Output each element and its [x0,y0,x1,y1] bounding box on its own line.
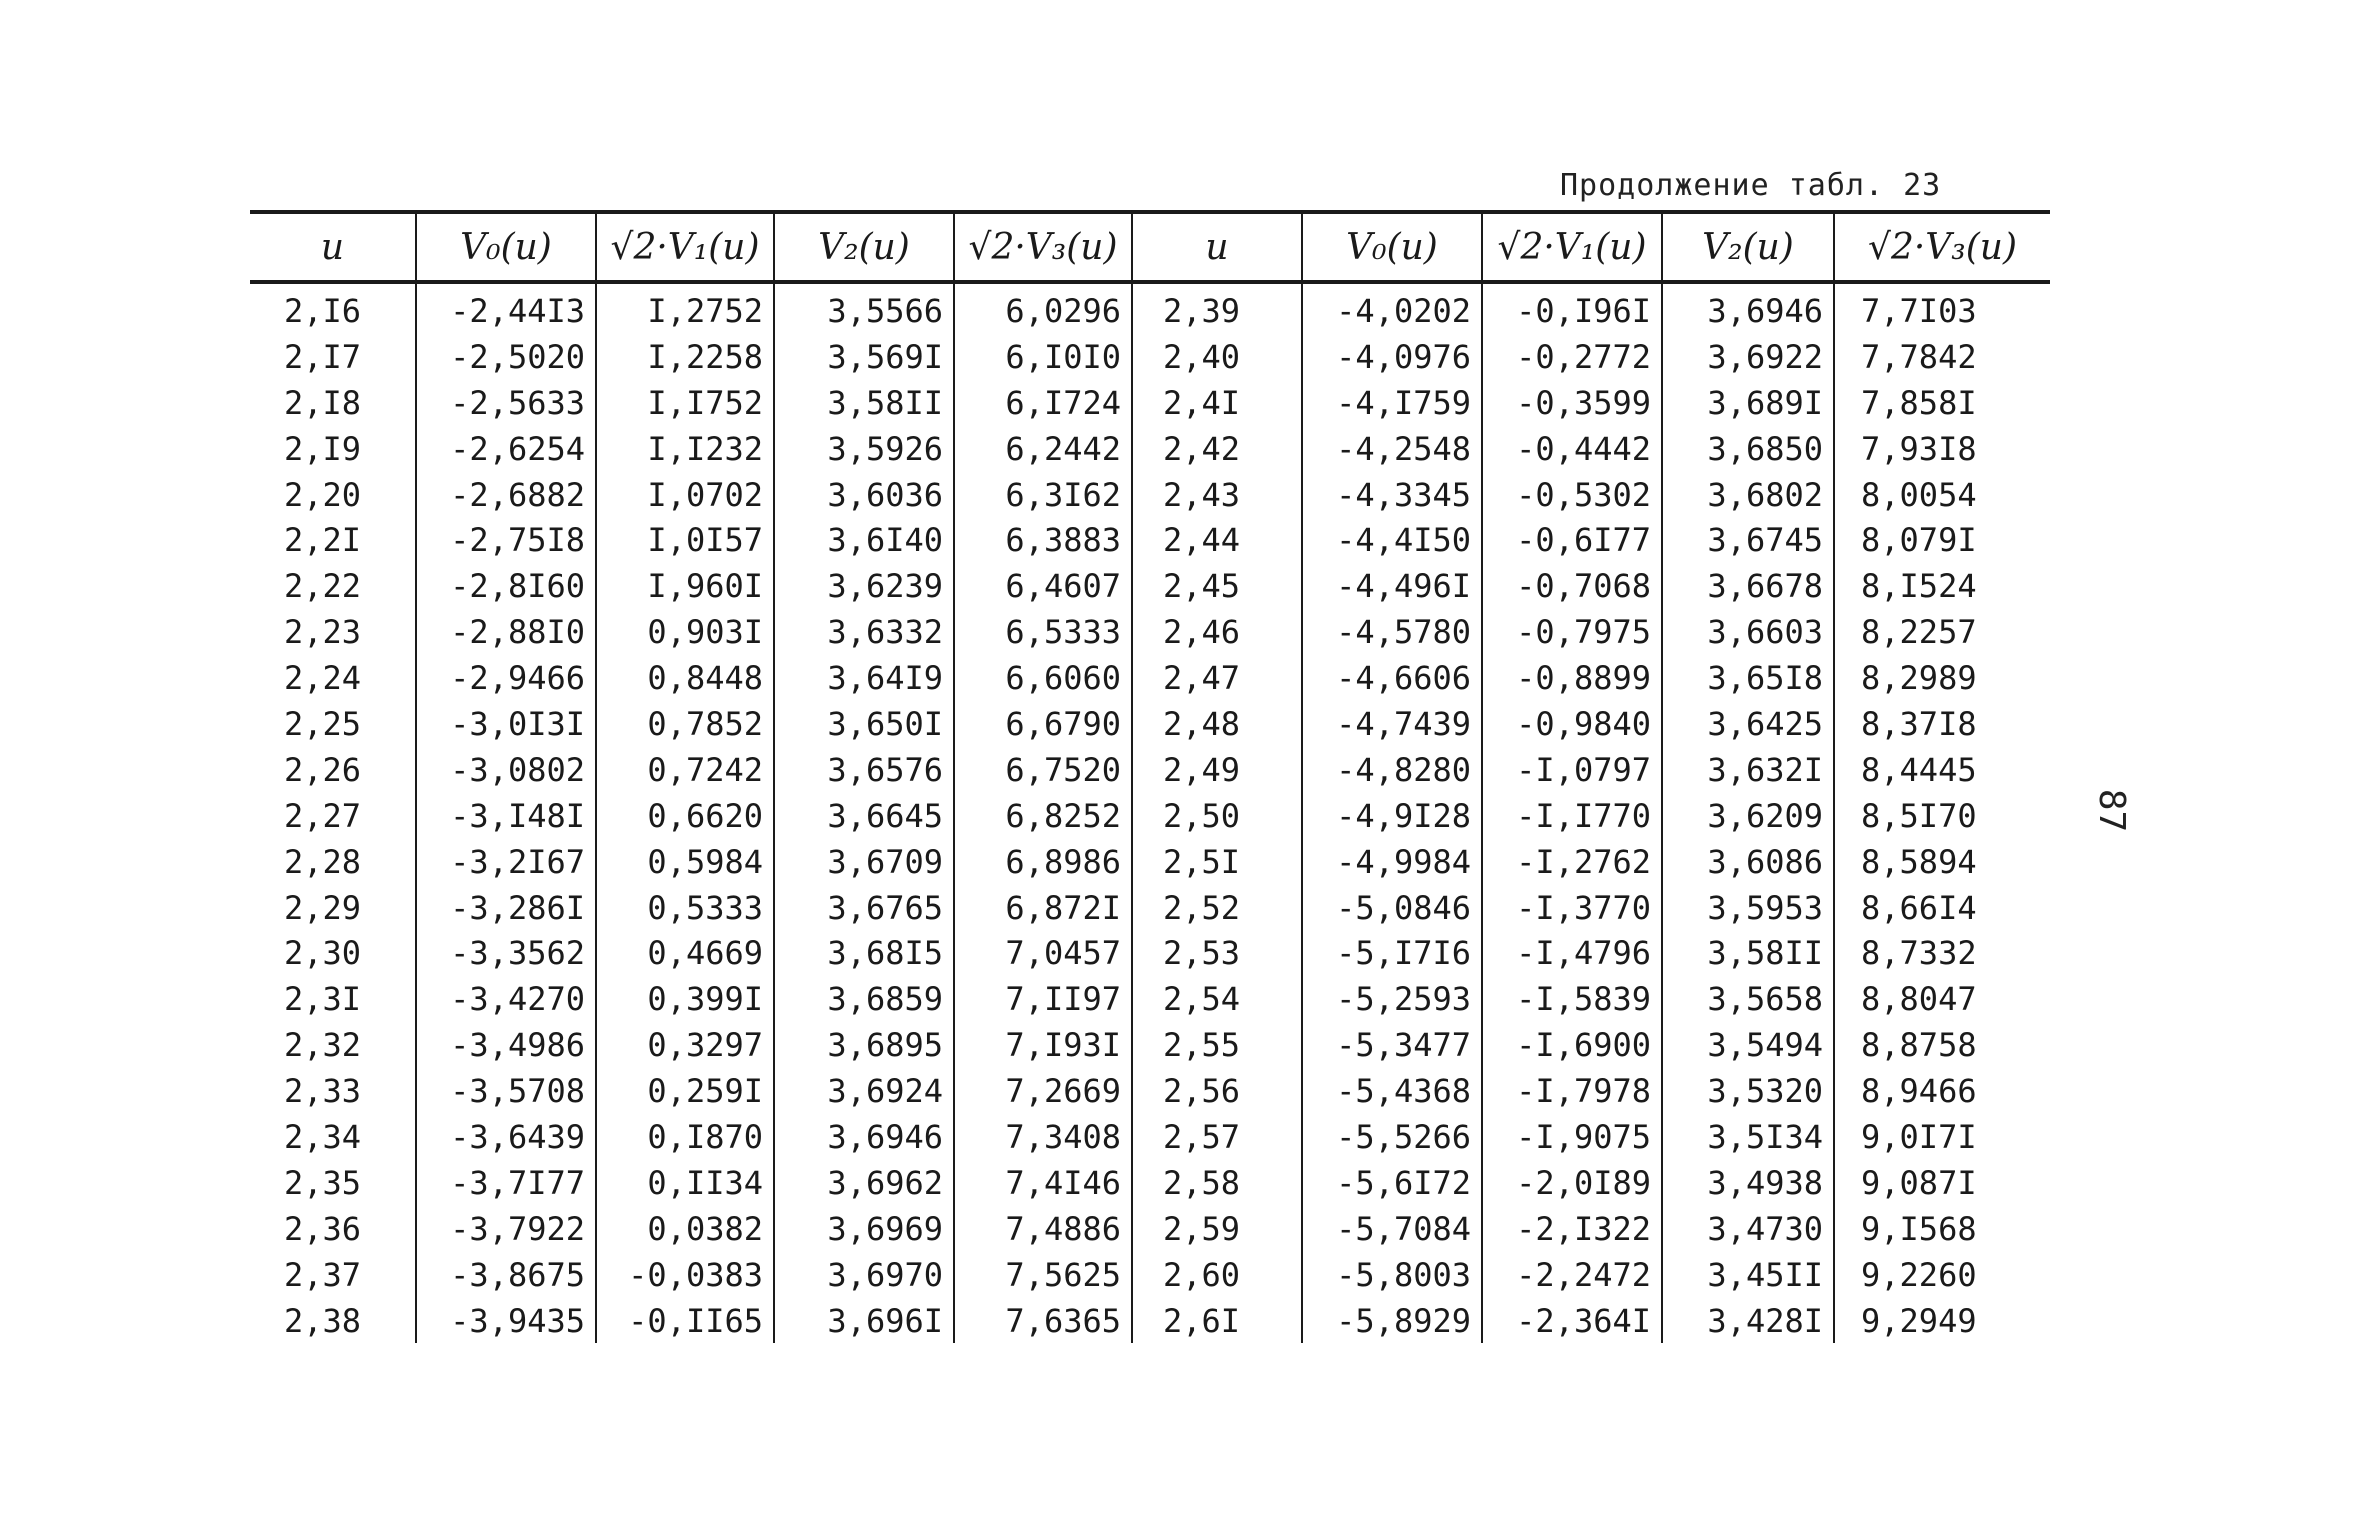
table-row [250,1022,2050,1068]
cell-v1-left: I,0I57 [596,517,774,563]
cell-u-right: 2,39 [1132,282,1302,334]
cell-v1-left: -0,0383 [596,1252,774,1298]
cell-v1-left: 0,I870 [596,1114,774,1160]
cell-v3-right: 7,7842 [1861,337,1977,376]
header-v3-right: √2·V₃(u) [1868,226,2017,268]
cell-v0-right: -4,I759 [1302,380,1482,426]
cell-u-left: 2,30 [250,930,416,976]
cell-v1-right: -I,2762 [1482,839,1662,885]
table-row [250,1068,2050,1114]
cell-u-right: 2,59 [1132,1206,1302,1252]
table-row [250,976,2050,1022]
cell-u-right: 2,4I [1132,380,1302,426]
cell-v3-left: 6,2442 [954,426,1132,472]
cell-v3-right: 8,I524 [1861,567,1977,606]
cell-u-right: 2,47 [1132,655,1302,701]
cell-v2-right: 3,4730 [1662,1206,1834,1252]
table-row [250,1206,2050,1252]
cell-v3-left: 7,4886 [954,1206,1132,1252]
cell-u-left: 2,I7 [250,334,416,380]
cell-v1-right: -I,5839 [1482,976,1662,1022]
cell-v2-left: 3,6946 [774,1114,954,1160]
cell-v0-left: -3,5708 [416,1068,596,1114]
cell-v1-right: -0,2772 [1482,334,1662,380]
cell-v2-left: 3,64I9 [774,655,954,701]
cell-u-left: 2,35 [250,1160,416,1206]
cell-u-left: 2,37 [250,1252,416,1298]
cell-v2-left: 3,650I [774,701,954,747]
cell-v3-left: 6,6060 [954,655,1132,701]
cell-v1-right: -I,6900 [1482,1022,1662,1068]
cell-v3-left: 6,8252 [954,793,1132,839]
cell-v3-left: 7,0457 [954,930,1132,976]
cell-v0-right: -4,2548 [1302,426,1482,472]
cell-v2-left: 3,6895 [774,1022,954,1068]
cell-v3-left: 7,4I46 [954,1160,1132,1206]
table-row [250,747,2050,793]
cell-v2-right: 3,632I [1662,747,1834,793]
cell-v0-left: -3,7I77 [416,1160,596,1206]
cell-v2-left: 3,6765 [774,885,954,931]
cell-v1-right: -I,9075 [1482,1114,1662,1160]
cell-v3-right: 8,0054 [1861,475,1977,514]
cell-v0-left: -3,4270 [416,976,596,1022]
cell-u-right: 2,46 [1132,609,1302,655]
cell-v3-right: 9,0I7I [1861,1117,1977,1156]
cell-u-left: 2,27 [250,793,416,839]
cell-v3-left: 6,I0I0 [954,334,1132,380]
cell-v1-left: I,960I [596,563,774,609]
cell-v0-right: -4,3345 [1302,472,1482,518]
cell-u-left: 2,28 [250,839,416,885]
cell-v2-left: 3,696I [774,1298,954,1344]
cell-v2-right: 3,5320 [1662,1068,1834,1114]
cell-v0-left: -3,3562 [416,930,596,976]
cell-v1-right: -2,0I89 [1482,1160,1662,1206]
cell-u-left: 2,29 [250,885,416,931]
header-v3-left: √2·V₃(u) [954,212,1132,282]
cell-v3-right: 8,37I8 [1861,704,1977,743]
cell-u-left: 2,26 [250,747,416,793]
cell-v3-right: 8,66I4 [1861,888,1977,927]
cell-v2-left: 3,6709 [774,839,954,885]
cell-v3-right: 9,2260 [1861,1255,1977,1294]
cell-v3-left: 6,4607 [954,563,1132,609]
cell-v2-left: 3,6645 [774,793,954,839]
cell-v1-left: 0,5984 [596,839,774,885]
cell-v0-left: -2,5633 [416,380,596,426]
cell-u-right: 2,60 [1132,1252,1302,1298]
cell-v2-right: 3,5494 [1662,1022,1834,1068]
cell-v0-left: -3,4986 [416,1022,596,1068]
cell-v1-right: -2,2472 [1482,1252,1662,1298]
cell-v0-right: -5,7084 [1302,1206,1482,1252]
header-v0-left: V₀(u) [416,212,596,282]
cell-u-right: 2,42 [1132,426,1302,472]
cell-u-left: 2,22 [250,563,416,609]
cell-v1-left: 0,II34 [596,1160,774,1206]
cell-v0-right: -4,496I [1302,563,1482,609]
cell-v3-right: 9,2949 [1861,1301,1977,1340]
table-row [250,426,2050,472]
cell-v1-right: -0,3599 [1482,380,1662,426]
cell-u-left: 2,36 [250,1206,416,1252]
cell-u-right: 2,43 [1132,472,1302,518]
header-v0-right: V₀(u) [1302,212,1482,282]
cell-v2-right: 3,6425 [1662,701,1834,747]
cell-v3-left: 6,3883 [954,517,1132,563]
table-row [250,472,2050,518]
cell-v1-left: 0,7852 [596,701,774,747]
cell-v1-right: -2,I322 [1482,1206,1662,1252]
cell-v0-left: -3,6439 [416,1114,596,1160]
table-row [250,839,2050,885]
cell-v2-left: 3,6I40 [774,517,954,563]
cell-v0-right: -4,5780 [1302,609,1482,655]
cell-v3-right: 9,I568 [1861,1209,1977,1248]
table-row [250,1114,2050,1160]
cell-v3-left: 6,5333 [954,609,1132,655]
cell-u-right: 2,49 [1132,747,1302,793]
cell-v0-left: -2,6254 [416,426,596,472]
cell-u-right: 2,44 [1132,517,1302,563]
cell-v1-right: -I,4796 [1482,930,1662,976]
cell-v1-right: -0,8899 [1482,655,1662,701]
cell-u-left: 2,24 [250,655,416,701]
cell-v0-right: -4,0202 [1302,282,1482,334]
cell-v0-right: -4,8280 [1302,747,1482,793]
cell-v0-left: -2,8I60 [416,563,596,609]
cell-v2-right: 3,65I8 [1662,655,1834,701]
cell-v0-left: -2,9466 [416,655,596,701]
cell-v3-right: 7,93I8 [1861,429,1977,468]
cell-v2-right: 3,6745 [1662,517,1834,563]
cell-u-left: 2,38 [250,1298,416,1344]
cell-v0-left: -3,7922 [416,1206,596,1252]
cell-v0-left: -3,2I67 [416,839,596,885]
header-row [250,212,2050,282]
cell-v1-right: -I,0797 [1482,747,1662,793]
cell-v0-left: -2,6882 [416,472,596,518]
cell-v2-left: 3,569I [774,334,954,380]
cell-v0-right: -5,6I72 [1302,1160,1482,1206]
cell-u-left: 2,I6 [250,282,416,334]
cell-v2-left: 3,6036 [774,472,954,518]
table-row [250,563,2050,609]
cell-v3-left: 7,5625 [954,1252,1132,1298]
cell-v0-left: -2,75I8 [416,517,596,563]
cell-v2-right: 3,689I [1662,380,1834,426]
table-row [250,334,2050,380]
cell-v3-left: 7,2669 [954,1068,1132,1114]
cell-v0-left: -3,9435 [416,1298,596,1344]
cell-u-left: 2,34 [250,1114,416,1160]
cell-v3-right: 8,2989 [1861,659,1977,698]
cell-v3-left: 6,I724 [954,380,1132,426]
cell-v2-right: 3,45II [1662,1252,1834,1298]
cell-v1-right: -2,364I [1482,1298,1662,1344]
cell-u-right: 2,40 [1132,334,1302,380]
cell-v2-right: 3,4938 [1662,1160,1834,1206]
cell-v1-left: 0,259I [596,1068,774,1114]
cell-v1-left: I,0702 [596,472,774,518]
cell-v0-left: -3,0802 [416,747,596,793]
cell-v0-right: -5,2593 [1302,976,1482,1022]
cell-v0-right: -5,0846 [1302,885,1482,931]
cell-u-left: 2,20 [250,472,416,518]
cell-u-right: 2,5I [1132,839,1302,885]
cell-u-right: 2,52 [1132,885,1302,931]
cell-u-right: 2,54 [1132,976,1302,1022]
cell-v3-left: 6,6790 [954,701,1132,747]
cell-v2-left: 3,6969 [774,1206,954,1252]
cell-v1-left: 0,8448 [596,655,774,701]
cell-u-right: 2,6I [1132,1298,1302,1344]
cell-v0-right: -4,9I28 [1302,793,1482,839]
table-row [250,701,2050,747]
cell-u-left: 2,32 [250,1022,416,1068]
cell-v1-left: 0,6620 [596,793,774,839]
cell-v0-right: -4,7439 [1302,701,1482,747]
cell-v1-left: 0,7242 [596,747,774,793]
cell-v1-left: 0,0382 [596,1206,774,1252]
cell-u-left: 2,2I [250,517,416,563]
cell-u-right: 2,56 [1132,1068,1302,1114]
header-v2-left: V₂(u) [774,212,954,282]
cell-v0-left: -2,5020 [416,334,596,380]
cell-v1-left: I,I232 [596,426,774,472]
table-row [250,1252,2050,1298]
cell-v3-left: 6,7520 [954,747,1132,793]
cell-v1-right: -0,I96I [1482,282,1662,334]
cell-v2-right: 3,6603 [1662,609,1834,655]
cell-v2-left: 3,6859 [774,976,954,1022]
cell-v1-left: 0,3297 [596,1022,774,1068]
cell-v0-left: -3,0I3I [416,701,596,747]
cell-v3-left: 7,I93I [954,1022,1132,1068]
table-row [250,609,2050,655]
cell-v2-left: 3,6924 [774,1068,954,1114]
cell-v3-right: 8,5894 [1861,842,1977,881]
cell-v0-right: -4,6606 [1302,655,1482,701]
cell-v3-left: 7,II97 [954,976,1132,1022]
cell-u-right: 2,45 [1132,563,1302,609]
cell-v1-right: -0,6I77 [1482,517,1662,563]
cell-v1-right: -I,3770 [1482,885,1662,931]
cell-v1-right: -0,7975 [1482,609,1662,655]
cell-v1-left: I,2752 [596,282,774,334]
cell-v0-right: -4,0976 [1302,334,1482,380]
cell-v2-right: 3,5953 [1662,885,1834,931]
cell-v1-left: 0,399I [596,976,774,1022]
cell-v3-left: 6,0296 [954,282,1132,334]
cell-v2-left: 3,6332 [774,609,954,655]
cell-v2-right: 3,6086 [1662,839,1834,885]
cell-v3-right: 9,087I [1861,1163,1977,1202]
table-row [250,1298,2050,1344]
cell-v2-right: 3,5I34 [1662,1114,1834,1160]
cell-v3-left: 6,872I [954,885,1132,931]
cell-v2-right: 3,6678 [1662,563,1834,609]
table-row [250,655,2050,701]
cell-v2-right: 3,428I [1662,1298,1834,1344]
cell-v1-right: -0,5302 [1482,472,1662,518]
cell-u-right: 2,57 [1132,1114,1302,1160]
cell-v3-right: 8,079I [1861,521,1977,560]
cell-v1-right: -0,4442 [1482,426,1662,472]
cell-v3-right: 8,2257 [1861,613,1977,652]
cell-v2-right: 3,6209 [1662,793,1834,839]
cell-v2-right: 3,6922 [1662,334,1834,380]
cell-u-left: 2,33 [250,1068,416,1114]
cell-v2-right: 3,58II [1662,930,1834,976]
cell-v1-right: -I,I770 [1482,793,1662,839]
table-body [250,282,2050,1343]
cell-v1-left: 0,5333 [596,885,774,931]
cell-v0-right: -5,8003 [1302,1252,1482,1298]
cell-v0-right: -5,I7I6 [1302,930,1482,976]
table-row [250,1160,2050,1206]
cell-v0-left: -3,286I [416,885,596,931]
cell-u-left: 2,I9 [250,426,416,472]
table-header [250,212,2050,282]
header-u-right: u [1132,212,1302,282]
cell-u-right: 2,53 [1132,930,1302,976]
cell-v0-right: -5,3477 [1302,1022,1482,1068]
table-row [250,380,2050,426]
cell-v3-left: 6,3I62 [954,472,1132,518]
cell-v3-right: 8,8758 [1861,1026,1977,1065]
cell-v3-left: 7,6365 [954,1298,1132,1344]
table-row [250,793,2050,839]
cell-v2-left: 3,5926 [774,426,954,472]
cell-v3-right: 7,858I [1861,383,1977,422]
cell-v1-left: -0,II65 [596,1298,774,1344]
header-u-left: u [250,212,416,282]
cell-v2-right: 3,6802 [1662,472,1834,518]
cell-v2-right: 3,5658 [1662,976,1834,1022]
table-row [250,885,2050,931]
cell-v2-left: 3,6239 [774,563,954,609]
header-v1-right: √2·V₁(u) [1482,212,1662,282]
cell-v1-right: -I,7978 [1482,1068,1662,1114]
cell-v2-right: 3,6850 [1662,426,1834,472]
cell-v3-right: 8,4445 [1861,750,1977,789]
cell-v2-left: 3,68I5 [774,930,954,976]
cell-v3-right: 8,9466 [1861,1072,1977,1111]
cell-v1-left: 0,4669 [596,930,774,976]
cell-v3-left: 6,8986 [954,839,1132,885]
cell-v0-left: -3,8675 [416,1252,596,1298]
cell-v0-left: -2,88I0 [416,609,596,655]
table-caption: Продолжение табл. 23 [1560,168,1942,203]
cell-u-right: 2,55 [1132,1022,1302,1068]
cell-v0-left: -3,I48I [416,793,596,839]
cell-u-left: 2,23 [250,609,416,655]
cell-v1-right: -0,7068 [1482,563,1662,609]
cell-v2-left: 3,5566 [774,282,954,334]
cell-u-right: 2,48 [1132,701,1302,747]
cell-v1-right: -0,9840 [1482,701,1662,747]
cell-v3-right: 8,7332 [1861,934,1977,973]
header-v2-right: V₂(u) [1662,212,1834,282]
cell-v1-left: 0,903I [596,609,774,655]
table-row [250,930,2050,976]
values-table [250,210,2050,1343]
cell-v0-right: -5,5266 [1302,1114,1482,1160]
cell-v3-left: 7,3408 [954,1114,1132,1160]
cell-v2-right: 3,6946 [1662,282,1834,334]
cell-v3-right: 7,7I03 [1861,291,1977,330]
cell-u-right: 2,58 [1132,1160,1302,1206]
cell-v3-right: 8,8047 [1861,980,1977,1019]
cell-v0-right: -4,9984 [1302,839,1482,885]
cell-v2-left: 3,58II [774,380,954,426]
cell-u-left: 2,I8 [250,380,416,426]
cell-v2-left: 3,6970 [774,1252,954,1298]
cell-v2-left: 3,6576 [774,747,954,793]
header-v1-left: √2·V₁(u) [596,212,774,282]
table-row [250,517,2050,563]
cell-u-left: 2,25 [250,701,416,747]
cell-v0-right: -5,8929 [1302,1298,1482,1344]
cell-u-right: 2,50 [1132,793,1302,839]
cell-v1-left: I,I752 [596,380,774,426]
cell-v2-left: 3,6962 [774,1160,954,1206]
cell-v1-left: I,2258 [596,334,774,380]
cell-v3-right: 8,5I70 [1861,796,1977,835]
cell-v0-right: -5,4368 [1302,1068,1482,1114]
cell-v0-right: -4,4I50 [1302,517,1482,563]
table-row [250,282,2050,334]
cell-v0-left: -2,44I3 [416,282,596,334]
page-number: 87 [2091,788,2133,833]
cell-u-left: 2,3I [250,976,416,1022]
